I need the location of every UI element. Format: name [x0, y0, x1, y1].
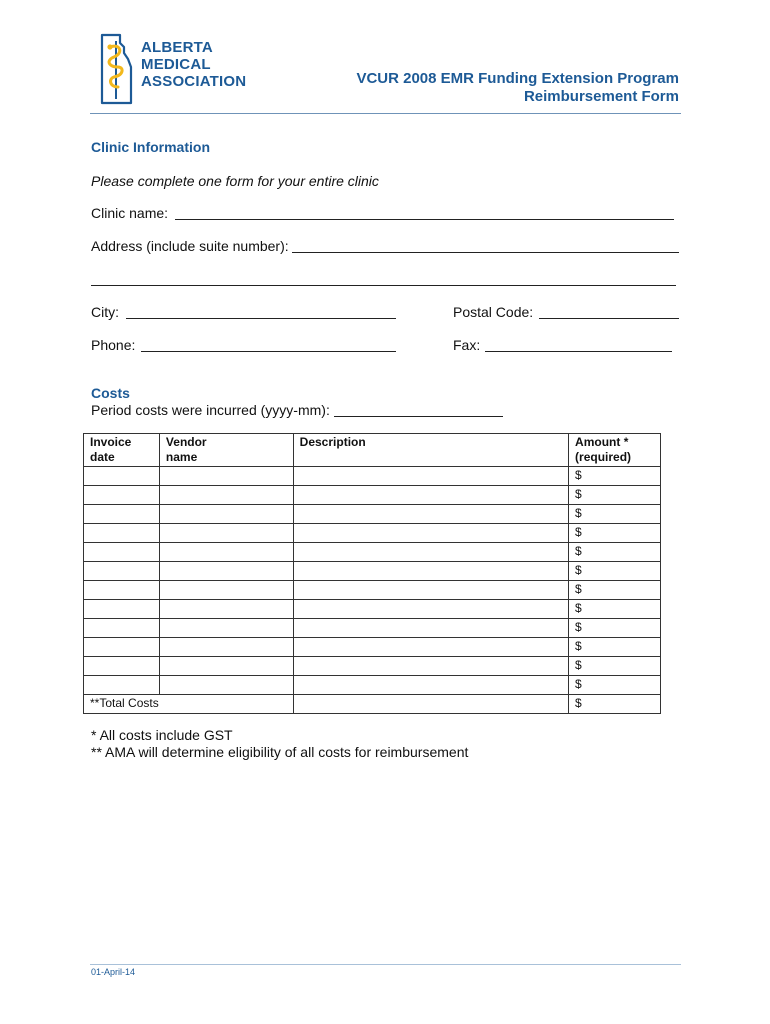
- description-cell[interactable]: [293, 486, 568, 505]
- invoice-date-cell[interactable]: [84, 562, 160, 581]
- cost-row: [84, 676, 661, 695]
- description-cell[interactable]: [293, 562, 568, 581]
- vendor-name-cell[interactable]: [159, 467, 293, 486]
- postal-code-field[interactable]: [539, 318, 679, 319]
- fax-field[interactable]: [485, 351, 672, 352]
- description-cell[interactable]: [293, 467, 568, 486]
- cost-row: [84, 619, 661, 638]
- amount-cell[interactable]: $: [569, 467, 661, 486]
- invoice-date-cell[interactable]: [84, 600, 160, 619]
- period-field[interactable]: [334, 416, 503, 417]
- amount-cell[interactable]: $: [569, 638, 661, 657]
- clinic-instruction: Please complete one form for your entire clinic: [91, 173, 379, 189]
- costs-heading: Costs: [91, 385, 130, 401]
- vendor-name-cell[interactable]: [159, 581, 293, 600]
- vendor-name-cell[interactable]: [159, 676, 293, 695]
- amount-cell[interactable]: $: [569, 562, 661, 581]
- description-cell[interactable]: [293, 657, 568, 676]
- invoice-date-cell[interactable]: [84, 543, 160, 562]
- logo-line-3: ASSOCIATION: [141, 73, 247, 90]
- cost-row: [84, 505, 661, 524]
- form-title-line-1: VCUR 2008 EMR Funding Extension Program: [356, 70, 679, 87]
- description-cell[interactable]: [293, 600, 568, 619]
- cost-row: [84, 581, 661, 600]
- amount-cell[interactable]: $: [569, 505, 661, 524]
- amount-cell[interactable]: $: [569, 600, 661, 619]
- invoice-date-cell[interactable]: [84, 657, 160, 676]
- form-title-line-2: Reimbursement Form: [523, 88, 679, 105]
- alberta-map-icon: [98, 33, 134, 105]
- clinic-info-heading: Clinic Information: [91, 139, 210, 155]
- footer-date: 01-April-14: [91, 967, 136, 977]
- phone-label: Phone:: [91, 337, 136, 353]
- invoice-date-cell[interactable]: [84, 486, 160, 505]
- header-description: Description: [293, 434, 568, 467]
- amount-cell[interactable]: $: [569, 543, 661, 562]
- invoice-date-cell[interactable]: [84, 467, 160, 486]
- cost-row: [84, 600, 661, 619]
- form-title: [259, 70, 679, 106]
- city-field[interactable]: [126, 318, 396, 319]
- costs-table-header: [84, 434, 661, 467]
- vendor-name-cell[interactable]: [159, 638, 293, 657]
- postal-code-label: Postal Code:: [453, 304, 534, 320]
- period-label: Period costs were incurred (yyyy-mm):: [91, 402, 330, 418]
- description-cell[interactable]: [293, 524, 568, 543]
- cost-row: [84, 524, 661, 543]
- header-invoice-date: Invoice date: [84, 434, 160, 467]
- amount-cell[interactable]: $: [569, 619, 661, 638]
- description-cell[interactable]: [293, 543, 568, 562]
- footer-rule: [90, 964, 681, 965]
- vendor-name-cell[interactable]: [159, 524, 293, 543]
- vendor-name-cell[interactable]: [159, 600, 293, 619]
- description-cell[interactable]: [293, 505, 568, 524]
- ama-logo: [98, 33, 258, 105]
- cost-row: [84, 486, 661, 505]
- vendor-name-cell[interactable]: [159, 619, 293, 638]
- total-label: **Total Costs: [84, 695, 294, 714]
- clinic-name-field[interactable]: [175, 219, 674, 220]
- invoice-date-cell[interactable]: [84, 581, 160, 600]
- city-label: City:: [91, 304, 119, 320]
- cost-row: [84, 657, 661, 676]
- vendor-name-cell[interactable]: [159, 562, 293, 581]
- cost-row: [84, 562, 661, 581]
- amount-cell[interactable]: $: [569, 524, 661, 543]
- invoice-date-cell[interactable]: [84, 505, 160, 524]
- amount-cell[interactable]: $: [569, 676, 661, 695]
- header-vendor-name: Vendor name: [159, 434, 293, 467]
- description-cell[interactable]: [293, 676, 568, 695]
- note-eligibility: ** AMA will determine eligibility of all costs for reimbursement: [91, 744, 469, 760]
- clinic-name-label: Clinic name:: [91, 205, 169, 221]
- note-gst: * All costs include GST: [91, 727, 233, 743]
- cost-row: [84, 543, 661, 562]
- vendor-name-cell[interactable]: [159, 657, 293, 676]
- amount-cell[interactable]: $: [569, 486, 661, 505]
- vendor-name-cell[interactable]: [159, 486, 293, 505]
- header-amount: Amount * (required): [569, 434, 661, 467]
- amount-cell[interactable]: $: [569, 657, 661, 676]
- total-amount[interactable]: $: [569, 695, 661, 714]
- total-spacer: [293, 695, 568, 714]
- header-rule: [90, 113, 681, 114]
- costs-table: [83, 433, 661, 714]
- cost-row: [84, 638, 661, 657]
- address-field[interactable]: [292, 252, 679, 253]
- invoice-date-cell[interactable]: [84, 619, 160, 638]
- address-label: Address (include suite number):: [91, 238, 289, 254]
- amount-cell[interactable]: $: [569, 581, 661, 600]
- cost-row: [84, 467, 661, 486]
- description-cell[interactable]: [293, 619, 568, 638]
- fax-label: Fax:: [453, 337, 481, 353]
- description-cell[interactable]: [293, 581, 568, 600]
- invoice-date-cell[interactable]: [84, 524, 160, 543]
- invoice-date-cell[interactable]: [84, 676, 160, 695]
- logo-line-2: MEDICAL: [141, 56, 211, 73]
- vendor-name-cell[interactable]: [159, 543, 293, 562]
- logo-line-1: ALBERTA: [141, 39, 213, 56]
- vendor-name-cell[interactable]: [159, 505, 293, 524]
- description-cell[interactable]: [293, 638, 568, 657]
- phone-field[interactable]: [141, 351, 396, 352]
- total-row: [84, 695, 661, 714]
- invoice-date-cell[interactable]: [84, 638, 160, 657]
- address-field-line-2[interactable]: [91, 285, 676, 286]
